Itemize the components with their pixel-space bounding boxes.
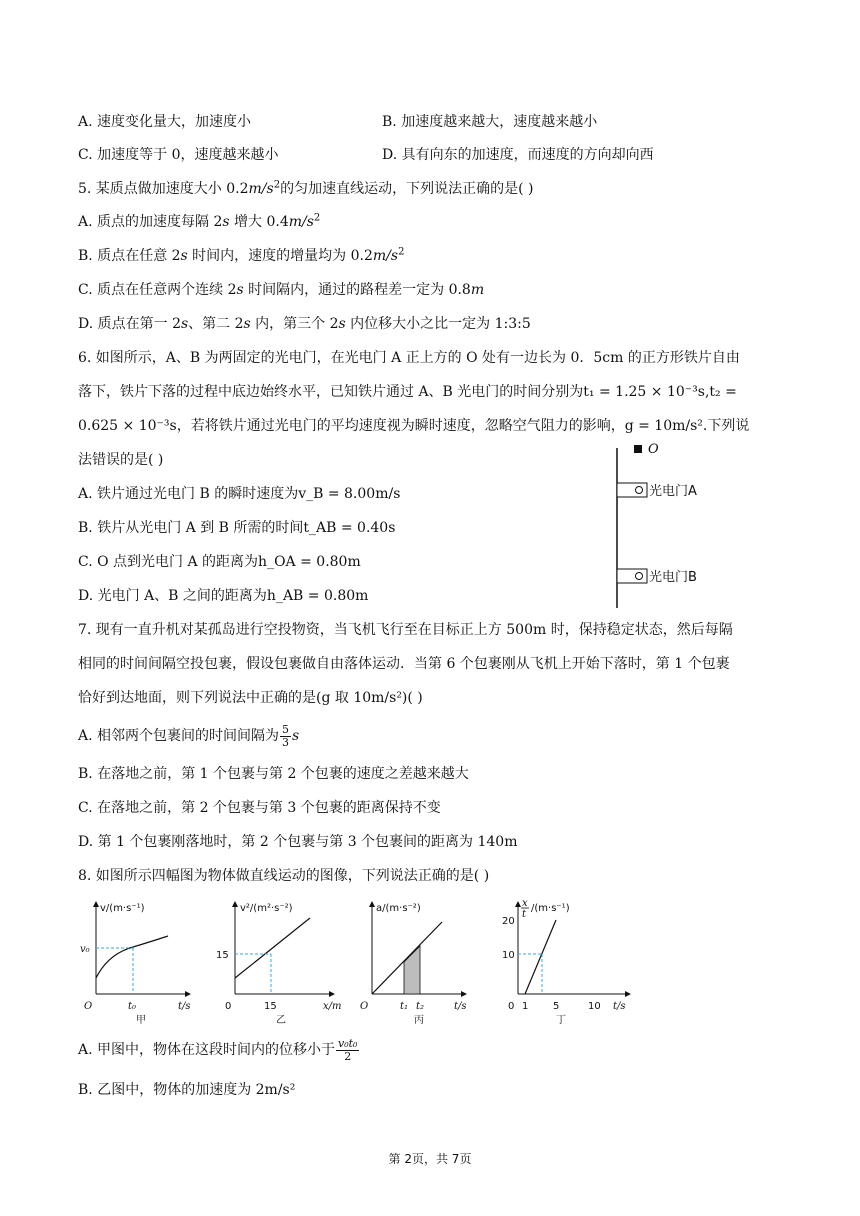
photogate-apparatus-figure xyxy=(596,440,746,610)
ding-x10: 10 xyxy=(588,1001,601,1012)
q6-stem-line3: 0.625 × 10⁻³s，若将铁片通过光电门的平均速度视为瞬时速度，忽略空气阻力的影响，g = 10m/s².下列说 xyxy=(78,418,750,434)
ding-origin: 0 xyxy=(508,1001,515,1012)
jia-origin: O xyxy=(84,1001,93,1012)
q8-graphs-figure xyxy=(78,896,638,1026)
q6-stem-line4: 法错误的是( ) xyxy=(78,452,164,468)
q4-option-a: A. 速度变化量大，加速度小 xyxy=(78,114,252,130)
q5-option-c: C. 质点在任意两个连续 2s 时间隔内，通过的路程差一定为 0.8m xyxy=(78,282,485,298)
q8-option-b: B. 乙图中，物体的加速度为 2m/s² xyxy=(78,1082,296,1098)
q7-option-d: D. 第 1 个包裹刚落地时，第 2 个包裹与第 3 个包裹间的距离为 140m xyxy=(78,834,518,850)
q4-option-b: B. 加速度越来越大，速度越来越小 xyxy=(382,114,598,130)
q5-stem: 5. 某质点做加速度大小 $0.2m/s^2$的匀加速直线运动，下列说法正确的是( ) xyxy=(78,179,534,197)
ding-name: 丁 xyxy=(556,1015,566,1026)
q4-option-d: D. 具有向东的加速度，而速度的方向却向西 xyxy=(382,147,654,163)
q8-stem: 8. 如图所示四幅图为物体做直线运动的图像，下列说法正确的是( ) xyxy=(78,868,490,884)
q5-option-d: D. 质点在第一 2s、第二 2s 内，第三个 2s 内位移大小之比一定为 1:3:5 xyxy=(78,316,531,332)
jia-v0: v₀ xyxy=(80,944,90,955)
q6-option-d: D. 光电门 A、B 之间的距离为h_AB = 0.80m xyxy=(78,588,369,604)
q7-stem-line3: 恰好到达地面，则下列说法中正确的是(g 取 10m/s²)( ) xyxy=(78,690,423,706)
fig-label-b: 光电门B xyxy=(649,570,697,585)
q5-option-b: B. 质点在任意 2s 时间内，速度的增量均为 $0.2m/s^2$ xyxy=(78,246,405,264)
fig-label-o: O xyxy=(648,442,659,457)
q6-stem-line2: 落下，铁片下落的过程中底边始终水平，已知铁片通过 A、B 光电门的时间分别为t₁ = 1.25 × 10⁻³s,t₂ = xyxy=(78,384,737,400)
fig-label-a: 光电门A xyxy=(649,484,697,499)
jia-ylabel: v/(m·s⁻¹) xyxy=(100,903,145,914)
page-footer: 第 2页，共 7页 xyxy=(388,1152,472,1166)
ding-y10: 10 xyxy=(502,950,515,961)
ding-ylabel-den: t xyxy=(522,909,527,920)
ding-xlabel: t/s xyxy=(613,1001,626,1012)
q6-option-b: B. 铁片从光电门 A 到 B 所需的时间t_AB = 0.40s xyxy=(78,520,396,536)
ding-x5: 5 xyxy=(553,1001,560,1012)
graph-yi xyxy=(216,902,342,1026)
q6-stem-line1: 6. 如图所示，A、B 为两固定的光电门，在光电门 A 正上方的 O 处有一边长为 0．5cm 的正方形铁片自由 xyxy=(78,350,740,366)
bing-xlabel: t/s xyxy=(454,1001,467,1012)
q8-option-a: A. 甲图中，物体在这段时间内的位移小于 $\frac{\text{v₀t₀}}{2}$ xyxy=(78,1036,358,1063)
yi-xlabel: x/m xyxy=(323,1001,342,1012)
yi-origin: 0 xyxy=(225,1001,232,1012)
bing-t2: t₂ xyxy=(416,1001,425,1012)
ding-x1: 1 xyxy=(522,1001,529,1012)
yi-x15: 15 xyxy=(264,1001,277,1012)
yi-ylabel: v²/(m²·s⁻²) xyxy=(240,903,293,914)
ding-ylabel-num: x xyxy=(522,898,528,909)
graph-jia xyxy=(80,902,191,1026)
yi-name: 乙 xyxy=(276,1015,286,1026)
jia-name: 甲 xyxy=(136,1015,146,1026)
q7-stem-line1: 7. 现有一直升机对某孤岛进行空投物资，当飞机飞行至在目标正上方 500m 时，保持稳定状态，然后每隔 xyxy=(78,622,733,638)
graph-ding xyxy=(502,898,630,1026)
ding-ylabel-unit: /(m·s⁻¹) xyxy=(531,903,570,914)
q7-option-b: B. 在落地之前，第 1 个包裹与第 2 个包裹的速度之差越来越大 xyxy=(78,766,469,782)
q6-option-a: A. 铁片通过光电门 B 的瞬时速度为v_B = 8.00m/s xyxy=(78,486,401,502)
q6-option-c: C. O 点到光电门 A 的距离为h_OA = 0.80m xyxy=(78,554,361,570)
q7-option-a: A. 相邻两个包裹间的时间间隔为 $\frac{5}{3}$ s xyxy=(78,722,300,749)
bing-origin: O xyxy=(360,1001,369,1012)
jia-t0: t₀ xyxy=(128,1001,137,1012)
q5-option-a: A. 质点的加速度每隔 2s 增大 $0.4m/s^2$ xyxy=(78,212,321,230)
graph-bing xyxy=(360,902,467,1026)
iron-sheet xyxy=(634,445,642,453)
ding-y20: 20 xyxy=(502,916,515,927)
q7-stem-line2: 相同的时间间隔空投包裹，假设包裹做自由落体运动．当第 6 个包裹刚从飞机上开始下落时，第 1 个包裹 xyxy=(78,656,730,672)
q4-option-c: C. 加速度等于 0，速度越来越小 xyxy=(78,147,279,163)
bing-ylabel: a/(m·s⁻²) xyxy=(376,903,421,914)
jia-xlabel: t/s xyxy=(178,1001,191,1012)
bing-name: 丙 xyxy=(414,1015,424,1026)
yi-y15: 15 xyxy=(216,950,229,961)
bing-t1: t₁ xyxy=(400,1001,409,1012)
q7-option-c: C. 在落地之前，第 2 个包裹与第 3 个包裹的距离保持不变 xyxy=(78,800,441,816)
